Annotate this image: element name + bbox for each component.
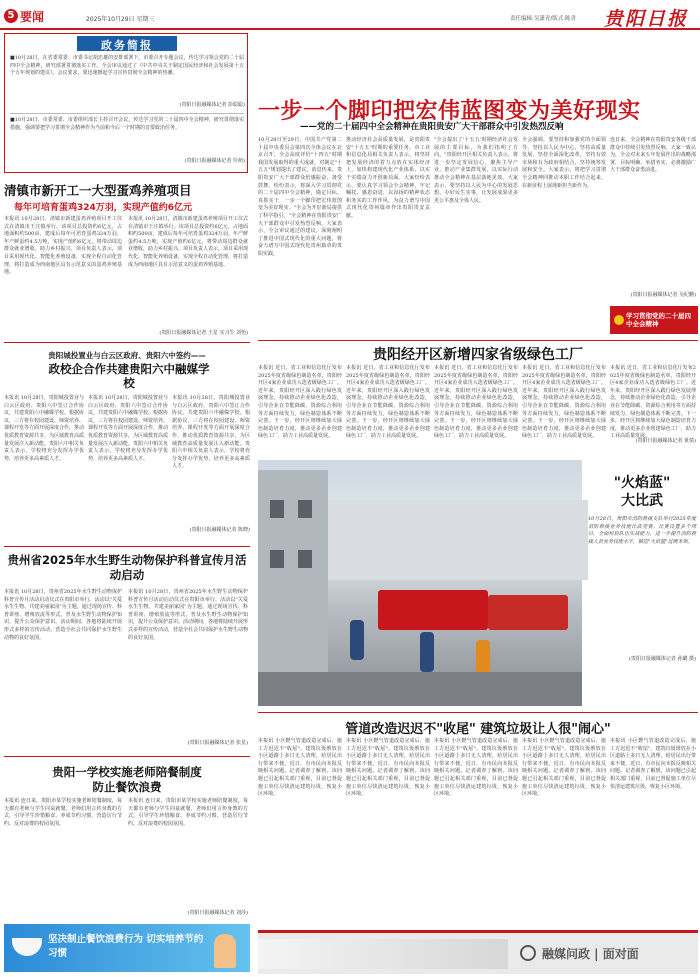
page-number: 5 xyxy=(4,9,18,23)
qa-logo-icon xyxy=(520,945,536,961)
drill-tower-window xyxy=(298,500,312,518)
pipe-body-col3: 本报讯 小区燃气管道改造完成后，施工方迟迟不"收尾"，建筑垃圾堆放在小区道路上多日无人清理，给居民出行带来不便。近日，有市民向本报反映相关问题。记者调查了解到，该问题已引起相关部门重视，目前已督促施工单位尽快清运建筑垃圾，恢复小区环境。 xyxy=(434,738,518,798)
gem-kicker: 贵阳城投置业与白云区政府、贵阳六中签约—— xyxy=(48,351,206,360)
editor-credits: 责任编辑:吴潇青/版式:陈青 xyxy=(510,16,577,22)
egg-body-col1: 本报讯 10月28日，清镇市新建蛋鸡养殖项目开工仪式在清镇市王庄镇举行。该项目总投资约6亿元，占地面积约500亩，建成后每年可培育蛋鸡324万羽，年产鲜蛋约4.5万吨，实现产值约6亿元，将带动周边群众就业增收，助力乡村振兴。项目负责人表示，项目采用现代化、智能化养殖设备，实现全程自动化管理，将打造成为西南地区具有示范意义的蛋鸡养殖基地。 xyxy=(4,216,122,276)
firefighter-figure xyxy=(420,632,434,672)
ad-banner xyxy=(4,924,250,972)
fire-headline: "火焰蓝" xyxy=(613,475,671,491)
lead-body-col2: 推动经济社会高质量发展，是贵阳贵安"十五五"时期的重要任务。市工业和信息化局相关负责人表示，将坚持把发展经济的着力点放在实体经济上，加快构建现代化产业体系，以实干实绩奋力开创新局面。大家纷纷表示，要认真学习领会全会精神，牢记嘱托、感恩奋进，以昂扬的精神状态和务实的工作作风，为奋力谱写中国式现代化贵州篇章作出贵阳贵安贡献。 xyxy=(346,137,430,219)
drill-tower xyxy=(258,470,328,706)
factory-body-col2: 本报讯 近日，省工业和信息化厅发布2025年度省级绿色制造名单，贵阳经开区4家企业成功入选省级绿色工厂。近年来，贵阳经开区深入践行绿色发展理念，持续推动企业绿色化改造，引导企业在节能降碳、资源综合利用等方面持续发力，绿色制造体系不断完善。下一步，经开区将继续加大绿色制造培育力度，推动更多企业创建绿色工厂，助力工业高质量发展。 xyxy=(346,365,430,440)
egg-body-col2: 本报讯 10月28日，清镇市新建蛋鸡养殖项目开工仪式在清镇市王庄镇举行。该项目总投资约6亿元，占地面积约500亩，建成后每年可培育蛋鸡324万羽，年产鲜蛋约4.5万吨，实现产值约6亿元，将带动周边群众就业增收，助力乡村振兴。项目负责人表示，项目采用现代化、智能化养殖设备，实现全程自动化管理，将打造成为西南地区具有示范意义的蛋鸡养殖基地。 xyxy=(128,216,249,268)
qa-label: 融媒问政 | 面对面 xyxy=(542,947,639,961)
study-banner-label: 学习贯彻党的二十届四中全会精神 xyxy=(626,312,691,328)
eco-body-col2: 本报讯 10月28日，贵州省2025年水生野生动物保护科普宣传月活动启动仪式在贵阳市举行。活动以"关爱水生生物、共建美丽家园"为主题，通过现场宣传、科普讲座、增殖放流等形式，普及水生野生动物保护知识，提升公众保护意识。活动期间，各地将陆续开展形式多样的宣传活动，营造全社会共同保护水生野生动物的良好氛围。 xyxy=(128,589,249,641)
egg-byline: (贵阳日报融媒体记者 王星 实习生 刘怡) xyxy=(159,330,248,336)
factory-body-col3: 本报讯 近日，省工业和信息化厅发布2025年度省级绿色制造名单，贵阳经开区4家企业成功入选省级绿色工厂。近年来，贵阳经开区深入践行绿色发展理念，持续推动企业绿色化改造，引导企业在节能降碳、资源综合利用等方面持续发力，绿色制造体系不断完善。下一步，经开区将继续加大绿色制造培育力度，推动更多企业创建绿色工厂，助力工业高质量发展。 xyxy=(434,365,518,440)
school-headline-line2: 防止餐饮浪费 xyxy=(92,780,162,794)
gem-body-col1: 本报讯 10月28日，贵阳城投置业与白云区政府、贵阳六中签订合作协议，共建贵阳六中融媒学校。根据协议，三方将在校园建设、师资培养、课程开发等方面开展深度合作，推动优质教育资源共享，为区域教育高质量发展注入新动能。贵阳六中相关负责人表示，学校将充分发挥办学优势，培养更多高素质人才。 xyxy=(4,395,85,462)
egg-subheadline: 每年可培育蛋鸡324万羽，实现产值约6亿元 xyxy=(14,203,193,213)
newspaper-logo: 贵阳日报 xyxy=(604,8,689,30)
brief-item-2-source: (贵阳日报融媒体记者 任萌) xyxy=(184,158,245,164)
ad-slogan: 坚决制止餐饮浪费行为 切实培养节约习惯 xyxy=(48,934,204,959)
eco-body-col1: 本报讯 10月28日，贵州省2025年水生野生动物保护科普宣传月活动启动仪式在贵阳市举行。活动以"关爱水生生物、共建美丽家园"为主题，通过现场宣传、科普讲座、增殖放流等形式，普及水生野生动物保护知识，提升公众保护意识。活动期间，各地将陆续开展形式多样的宣传活动，营造全社会共同保护水生野生动物的良好氛围。 xyxy=(4,589,122,641)
factory-byline: (贵阳日报融媒体记者 黄倩) xyxy=(635,438,696,444)
pipe-body-col2: 本报讯 小区燃气管道改造完成后，施工方迟迟不"收尾"，建筑垃圾堆放在小区道路上多日无人清理，给居民出行带来不便。近日，有市民向本报反映相关问题。记者调查了解到，该问题已引起相关部门重视，目前已督促施工单位尽快清运建筑垃圾，恢复小区环境。 xyxy=(346,738,430,798)
drill-tower-window xyxy=(298,550,312,568)
fire-headline-line2: 大比武 xyxy=(621,493,663,509)
qa-graphic xyxy=(258,939,508,969)
lead-byline: (贵阳日报融媒体记者 吴纪鹏) xyxy=(630,292,696,298)
divider xyxy=(258,340,698,341)
lead-body-col5: 连日来，全会精神在贵阳贵安各级干部群众中持续引发热烈反响。大家一致认为，全会对未来五年发展作出的战略部署，目标明确、举措务实，必将激励广大干部群众奋勇前进。 xyxy=(610,137,696,174)
eco-byline: (贵阳日报融媒体记者 张星) xyxy=(187,740,248,746)
fire-photo-credit: (贵阳日报融媒体记者 孙璐 摄) xyxy=(628,656,696,662)
drill-tower-window xyxy=(270,550,284,568)
divider xyxy=(258,712,698,713)
school-headline: 贵阳一学校实施老师陪餐制度 xyxy=(52,765,202,779)
fire-caption: 10月28日，贵阳市消防救援支队举行2025年度消防救援业务技能比武竞赛。比赛设置多个项目，全面检验队伍实战能力，进一步提升消防救援人员业务技能水平，锻造"火焰蓝"过硬本领。 xyxy=(588,516,696,545)
page-header xyxy=(0,0,700,30)
lead-body-col4: 全会强调，要坚持和加强党的全面领导，坚持以人民为中心，坚持高质量发展，坚持全面深化改革，坚持有效市场和有为政府相结合，坚持统筹发展和安全。大家表示，将把学习贯彻全会精神同推动本职工作结合起来，在新征程上展现新担当新作为。 xyxy=(522,137,606,189)
ad-person-icon xyxy=(214,934,236,968)
fire-truck xyxy=(488,595,568,630)
drill-ground xyxy=(258,672,582,706)
factory-headline: 贵阳经开区新增四家省级绿色工厂 xyxy=(373,347,583,363)
pipe-body-col1: 本报讯 小区燃气管道改造完成后，施工方迟迟不"收尾"，建筑垃圾堆放在小区道路上多日无人清理，给居民出行带来不便。近日，有市民向本报反映相关问题。记者调查了解到，该问题已引起相关部门重视，目前已督促施工单位尽快清运建筑垃圾，恢复小区环境。 xyxy=(258,738,342,798)
school-body-col2: 本报讯 连日来，贵阳市某学校实施老师陪餐制度，每天都有老师与学生同桌就餐。老师们用言传身教的方式，引导学生珍惜粮食、养成节约习惯，营造厉行节约、反对浪费的校园氛围。 xyxy=(128,798,248,827)
firefighter-drill-photo xyxy=(258,460,582,706)
gem-byline: (贵阳日报融媒体记者 陈晓) xyxy=(189,527,250,533)
divider xyxy=(4,546,250,547)
school-byline: (贵阳日报融媒体记者 刘莎) xyxy=(187,910,248,916)
party-emblem-icon xyxy=(614,315,624,325)
factory-body-col4: 本报讯 近日，省工业和信息化厅发布2025年度省级绿色制造名单，贵阳经开区4家企业成功入选省级绿色工厂。近年来，贵阳经开区深入践行绿色发展理念，持续推动企业绿色化改造，引导企业在节能降碳、资源综合利用等方面持续发力，绿色制造体系不断完善。下一步，经开区将继续加大绿色制造培育力度，推动更多企业创建绿色工厂，助力工业高质量发展。 xyxy=(522,365,606,440)
lead-subheadline: ——党的二十届四中全会精神在贵阳贵安广大干部群众中引发热烈反响 xyxy=(300,122,564,132)
ad-bowl-icon xyxy=(12,938,42,956)
divider xyxy=(4,756,250,757)
gem-body-col3: 本报讯 10月28日，贵阳城投置业与白云区政府、贵阳六中签订合作协议，共建贵阳六中融媒学校。根据协议，三方将在校园建设、师资培养、课程开发等方面开展深度合作，推动优质教育资源共享，为区域教育高质量发展注入新动能。贵阳六中相关负责人表示，学校将充分发挥办学优势，培养更多高素质人才。 xyxy=(172,395,250,470)
eco-headline: 贵州省2025年水生野生动物保护科普宣传月活动启动 xyxy=(7,553,247,582)
egg-headline: 清镇市新开工一大型蛋鸡养殖项目 xyxy=(4,183,192,198)
briefs-box xyxy=(4,33,248,173)
pipe-body-col4: 本报讯 小区燃气管道改造完成后，施工方迟迟不"收尾"，建筑垃圾堆放在小区道路上多日无人清理，给居民出行带来不便。近日，有市民向本报反映相关问题。记者调查了解到，该问题已引起相关部门重视，目前已督促施工单位尽快清运建筑垃圾，恢复小区环境。 xyxy=(522,738,606,798)
brief-item-1: ■10月28日，在省委常委、市委书记胡忠雄的安排部署下，市委召开专题会议，传达学习领会党的二十届四中全会精神，研究部署贯彻落实工作。全会审议通过了《中共中央关于制定国民经济和社会发展第十五个五年规划的建议》。会议要求，要迅速掀起学习宣传贯彻全会精神的热潮。 xyxy=(10,55,244,77)
gem-body-col2: 本报讯 10月28日，贵阳城投置业与白云区政府、贵阳六中签订合作协议，共建贵阳六中融媒学校。根据协议，三方将在校园建设、师资培养、课程开发等方面开展深度合作，推动优质教育资源共享，为区域教育高质量发展注入新动能。贵阳六中相关负责人表示，学校将充分发挥办学优势，培养更多高素质人才。 xyxy=(88,395,169,462)
issue-date: 2025年10月29日 星期三 xyxy=(86,16,155,23)
drill-tower-window xyxy=(270,500,284,518)
lead-body-col3: "全会提出了'十五五'时期经济社会发展的主要目标，为我们指明了方向。"贵阳经开区相关负责人表示，将进一步坚定发展信心，聚焦主导产业，推动产业集群发展，以实际行动推动全会精神在基层落地见效。大家表示，要坚持以人民为中心的发展思想，办好民生实事，让发展成果更多更公平惠及全体人民。 xyxy=(434,137,518,204)
school-body-col1: 本报讯 连日来，贵阳市某学校实施老师陪餐制度，每天都有老师与学生同桌就餐。老师们用言传身教的方式，引导学生珍惜粮食、养成节约习惯，营造厉行节约、反对浪费的校园氛围。 xyxy=(4,798,122,827)
divider xyxy=(4,342,250,343)
brief-item-1-source: (贵阳日报融媒体记者 彭聪聪) xyxy=(179,102,245,108)
factory-body-col5: 本报讯 近日，省工业和信息化厅发布2025年度省级绿色制造名单，贵阳经开区4家企业成功入选省级绿色工厂。近年来，贵阳经开区深入践行绿色发展理念，持续推动企业绿色化改造，引导企业在节能降碳、资源综合利用等方面持续发力，绿色制造体系不断完善。下一步，经开区将继续加大绿色制造培育力度，推动更多企业创建绿色工厂，助力工业高质量发展。 xyxy=(610,365,696,440)
fire-truck xyxy=(378,590,488,630)
brief-divider xyxy=(10,113,244,114)
drill-building xyxy=(328,500,588,580)
lead-headline: 一步一个脚印把宏伟蓝图变为美好现实 xyxy=(258,99,641,124)
pipe-headline: 管道改造迟迟不"收尾" 建筑垃圾让人很"闹心" xyxy=(345,722,611,737)
briefs-title: 政务简报 xyxy=(101,39,153,52)
pipe-body-col5: 本报讯 小区燃气管道改造完成后，施工方迟迟不"收尾"，建筑垃圾堆放在小区道路上多日无人清理，给居民出行带来不便。近日，有市民向本报反映相关问题。记者调查了解到，该问题已引起相关部门重视，目前已督促施工单位尽快清运建筑垃圾，恢复小区环境。 xyxy=(610,738,696,790)
factory-body-col1: 本报讯 近日，省工业和信息化厅发布2025年度省级绿色制造名单，贵阳经开区4家企业成功入选省级绿色工厂。近年来，贵阳经开区深入践行绿色发展理念，持续推动企业绿色化改造，引导企业在节能降碳、资源综合利用等方面持续发力，绿色制造体系不断完善。下一步，经开区将继续加大绿色制造培育力度，推动更多企业创建绿色工厂，助力工业高质量发展。 xyxy=(258,365,342,440)
section-name: 要闻 xyxy=(20,10,45,24)
lead-body-col1: 10月28日至29日，中国共产党第二十届中央委员会第四次全体会议在北京召开，全会高度评价"十四五"时期我国发展取得的重大成就，对制定"十五五"规划提出了建议。消息传来，贵阳贵安广大干部群众倍感振奋、备受鼓舞，纷纷表示，将深入学习贯彻党的二十届四中全会精神，锚定目标、真抓实干，一步一个脚印把宏伟蓝图变为美好现实。"全会为开好新局提供了科学指引。"全会精神在贵阳贵安广大干部群众中引发热烈反响。大家表示，全会审议通过的建议，深刻阐明了推进中国式现代化的重大问题，将奋力谱写中国式现代化贵州篇章的贵阳实践。 xyxy=(258,137,342,257)
firefighter-figure xyxy=(350,620,364,660)
qa-banner xyxy=(258,930,698,974)
gem-headline: 政校企合作共建贵阳六中融媒学校 xyxy=(48,362,210,390)
brief-item-2: ■10月28日，市委常委、市委组织部长主持召开会议，传达学习党的二十届四中全会精神，研究贯彻落实措施，强调要把学习贯彻全会精神作为当前和今后一个时期的首要政治任务。 xyxy=(10,117,244,131)
